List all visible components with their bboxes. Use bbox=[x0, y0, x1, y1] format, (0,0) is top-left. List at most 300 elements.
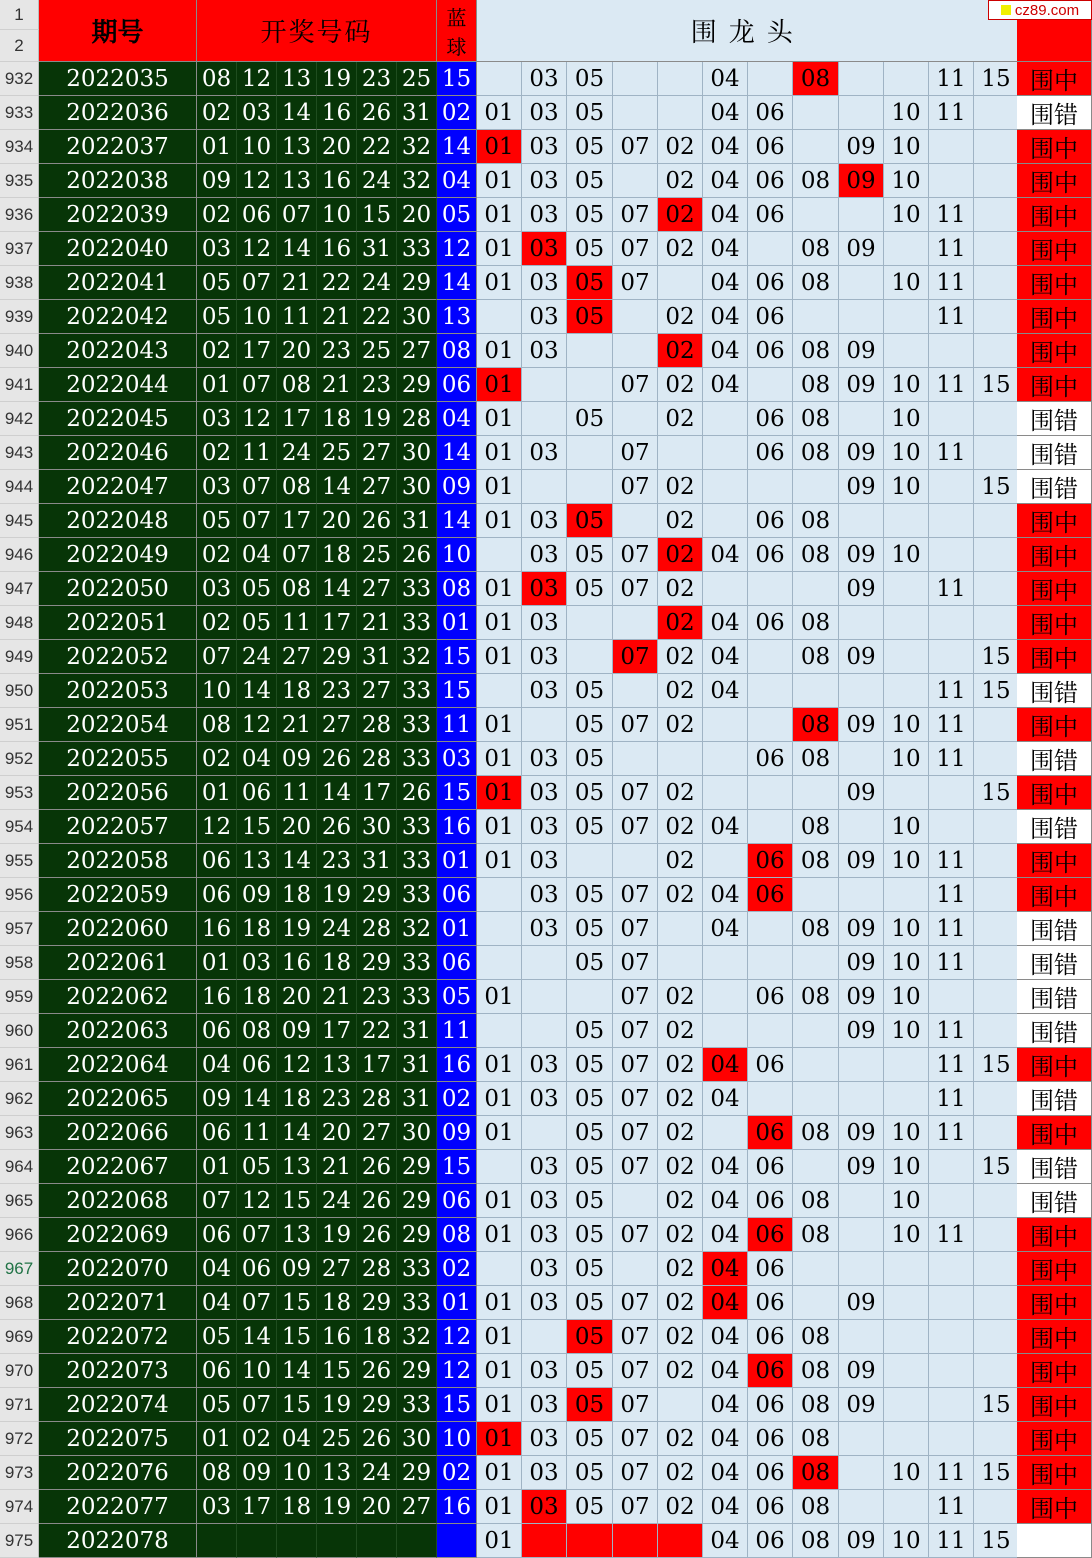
group-cell[interactable]: 01 bbox=[477, 844, 522, 878]
row-number[interactable]: 953 bbox=[0, 776, 39, 810]
draw-number-cell[interactable]: 06 bbox=[197, 844, 237, 878]
blue-ball-cell[interactable]: 16 bbox=[437, 1048, 477, 1082]
group-cell[interactable] bbox=[703, 572, 748, 606]
group-cell[interactable]: 02 bbox=[658, 1320, 703, 1354]
draw-number-cell[interactable]: 26 bbox=[357, 504, 397, 538]
issue-cell[interactable]: 2022060 bbox=[39, 912, 197, 946]
draw-number-cell[interactable]: 09 bbox=[237, 1456, 277, 1490]
group-cell[interactable] bbox=[748, 62, 793, 96]
group-cell[interactable]: 04 bbox=[703, 640, 748, 674]
group-cell[interactable]: 01 bbox=[477, 1524, 522, 1558]
result-cell[interactable]: 围中 bbox=[1017, 1252, 1092, 1286]
group-cell[interactable]: 09 bbox=[839, 572, 884, 606]
draw-number-cell[interactable]: 19 bbox=[317, 1490, 357, 1524]
blue-ball-cell[interactable]: 15 bbox=[437, 62, 477, 96]
group-cell[interactable] bbox=[793, 300, 839, 334]
draw-number-cell[interactable]: 18 bbox=[237, 980, 277, 1014]
issue-cell[interactable]: 2022063 bbox=[39, 1014, 197, 1048]
draw-number-cell[interactable]: 10 bbox=[237, 1354, 277, 1388]
group-cell[interactable] bbox=[929, 1354, 974, 1388]
draw-number-cell[interactable]: 13 bbox=[317, 1456, 357, 1490]
draw-number-cell[interactable]: 19 bbox=[317, 1388, 357, 1422]
result-cell[interactable]: 围中 bbox=[1017, 1354, 1092, 1388]
group-cell[interactable]: 03 bbox=[522, 844, 567, 878]
draw-number-cell[interactable]: 32 bbox=[397, 1320, 437, 1354]
blue-ball-cell[interactable]: 06 bbox=[437, 878, 477, 912]
group-cell[interactable] bbox=[839, 1184, 884, 1218]
draw-number-cell[interactable]: 29 bbox=[357, 946, 397, 980]
blue-ball-cell[interactable]: 03 bbox=[437, 742, 477, 776]
group-cell[interactable] bbox=[793, 572, 839, 606]
group-cell[interactable]: 07 bbox=[613, 878, 658, 912]
group-cell[interactable] bbox=[793, 1014, 839, 1048]
group-cell[interactable] bbox=[974, 1184, 1019, 1218]
group-cell[interactable]: 11 bbox=[929, 1116, 974, 1150]
hit-cell[interactable]: 06 bbox=[748, 1354, 793, 1388]
blue-ball-cell[interactable]: 01 bbox=[437, 606, 477, 640]
draw-number-cell[interactable]: 30 bbox=[397, 1422, 437, 1456]
group-cell[interactable]: 11 bbox=[929, 266, 974, 300]
row-number[interactable]: 972 bbox=[0, 1422, 39, 1456]
blue-ball-cell[interactable]: 16 bbox=[437, 810, 477, 844]
group-cell[interactable]: 01 bbox=[477, 640, 522, 674]
draw-number-cell[interactable]: 17 bbox=[357, 776, 397, 810]
group-cell[interactable]: 01 bbox=[477, 1388, 522, 1422]
group-cell[interactable]: 15 bbox=[974, 470, 1019, 504]
draw-number-cell[interactable]: 12 bbox=[237, 1184, 277, 1218]
draw-number-cell[interactable]: 22 bbox=[357, 130, 397, 164]
draw-number-cell[interactable]: 04 bbox=[197, 1286, 237, 1320]
group-cell[interactable]: 09 bbox=[839, 912, 884, 946]
group-cell[interactable]: 04 bbox=[703, 1524, 748, 1558]
issue-cell[interactable]: 2022054 bbox=[39, 708, 197, 742]
group-cell[interactable]: 05 bbox=[567, 1456, 613, 1490]
row-number[interactable]: 971 bbox=[0, 1388, 39, 1422]
group-cell[interactable] bbox=[658, 742, 703, 776]
draw-number-cell[interactable]: 02 bbox=[197, 606, 237, 640]
hit-cell[interactable]: 01 bbox=[477, 776, 522, 810]
group-cell[interactable] bbox=[974, 572, 1019, 606]
group-cell[interactable]: 05 bbox=[567, 810, 613, 844]
group-cell[interactable]: 07 bbox=[613, 1048, 658, 1082]
group-cell[interactable]: 15 bbox=[974, 62, 1019, 96]
draw-number-cell[interactable]: 05 bbox=[197, 504, 237, 538]
draw-number-cell[interactable]: 18 bbox=[277, 1082, 317, 1116]
issue-cell[interactable]: 2022035 bbox=[39, 62, 197, 96]
draw-number-cell[interactable]: 08 bbox=[197, 708, 237, 742]
group-cell[interactable]: 10 bbox=[884, 810, 929, 844]
group-cell[interactable]: 11 bbox=[929, 436, 974, 470]
group-cell[interactable] bbox=[522, 1116, 567, 1150]
group-cell[interactable] bbox=[974, 300, 1019, 334]
draw-number-cell[interactable]: 06 bbox=[197, 1116, 237, 1150]
draw-number-cell[interactable]: 13 bbox=[277, 130, 317, 164]
group-cell[interactable]: 10 bbox=[884, 470, 929, 504]
group-cell[interactable] bbox=[613, 334, 658, 368]
draw-number-cell[interactable]: 21 bbox=[277, 266, 317, 300]
group-cell[interactable] bbox=[613, 504, 658, 538]
draw-number-cell[interactable]: 05 bbox=[197, 266, 237, 300]
group-cell[interactable] bbox=[974, 980, 1019, 1014]
group-cell[interactable] bbox=[884, 878, 929, 912]
draw-number-cell[interactable]: 05 bbox=[197, 1320, 237, 1354]
draw-number-cell[interactable]: 08 bbox=[197, 62, 237, 96]
draw-number-cell[interactable]: 14 bbox=[277, 844, 317, 878]
draw-number-cell[interactable]: 01 bbox=[197, 368, 237, 402]
group-cell[interactable]: 10 bbox=[884, 436, 929, 470]
result-cell[interactable]: 围中 bbox=[1017, 130, 1092, 164]
group-cell[interactable]: 05 bbox=[567, 1422, 613, 1456]
group-cell[interactable]: 11 bbox=[929, 878, 974, 912]
draw-number-cell[interactable]: 18 bbox=[317, 538, 357, 572]
group-cell[interactable]: 04 bbox=[703, 1422, 748, 1456]
group-cell[interactable]: 08 bbox=[793, 436, 839, 470]
issue-cell[interactable]: 2022059 bbox=[39, 878, 197, 912]
group-cell[interactable]: 10 bbox=[884, 946, 929, 980]
group-cell[interactable] bbox=[748, 470, 793, 504]
draw-number-cell[interactable]: 31 bbox=[397, 1082, 437, 1116]
group-cell[interactable] bbox=[748, 572, 793, 606]
draw-number-cell[interactable]: 21 bbox=[317, 368, 357, 402]
group-cell[interactable]: 01 bbox=[477, 1218, 522, 1252]
draw-number-cell[interactable]: 04 bbox=[277, 1422, 317, 1456]
row-number[interactable]: 938 bbox=[0, 266, 39, 300]
group-cell[interactable]: 10 bbox=[884, 1150, 929, 1184]
hit-cell[interactable]: 05 bbox=[567, 300, 613, 334]
group-cell[interactable]: 11 bbox=[929, 1014, 974, 1048]
group-cell[interactable]: 04 bbox=[703, 368, 748, 402]
group-cell[interactable]: 10 bbox=[884, 912, 929, 946]
draw-number-cell[interactable]: 13 bbox=[277, 62, 317, 96]
group-cell[interactable]: 01 bbox=[477, 1082, 522, 1116]
draw-number-cell[interactable]: 29 bbox=[397, 368, 437, 402]
result-cell[interactable]: 围错 bbox=[1017, 1014, 1092, 1048]
draw-number-cell[interactable]: 33 bbox=[397, 980, 437, 1014]
group-cell[interactable]: 04 bbox=[703, 96, 748, 130]
group-cell[interactable] bbox=[839, 1422, 884, 1456]
blue-ball-cell[interactable]: 10 bbox=[437, 1422, 477, 1456]
draw-number-cell[interactable]: 33 bbox=[397, 606, 437, 640]
group-cell[interactable]: 06 bbox=[748, 742, 793, 776]
group-cell[interactable] bbox=[974, 402, 1019, 436]
draw-number-cell[interactable]: 26 bbox=[317, 810, 357, 844]
blue-ball-cell[interactable]: 08 bbox=[437, 572, 477, 606]
group-cell[interactable] bbox=[658, 436, 703, 470]
issue-cell[interactable]: 2022070 bbox=[39, 1252, 197, 1286]
group-cell[interactable]: 04 bbox=[703, 1184, 748, 1218]
draw-number-cell[interactable]: 25 bbox=[317, 436, 357, 470]
group-cell[interactable] bbox=[884, 1048, 929, 1082]
group-cell[interactable]: 01 bbox=[477, 980, 522, 1014]
blue-ball-cell[interactable]: 11 bbox=[437, 1014, 477, 1048]
group-cell[interactable]: 03 bbox=[522, 436, 567, 470]
group-cell[interactable] bbox=[567, 606, 613, 640]
group-cell[interactable]: 08 bbox=[793, 742, 839, 776]
row-number[interactable]: 975 bbox=[0, 1524, 39, 1558]
draw-number-cell[interactable]: 29 bbox=[397, 1456, 437, 1490]
row-number[interactable]: 964 bbox=[0, 1150, 39, 1184]
result-cell[interactable]: 围中 bbox=[1017, 1320, 1092, 1354]
group-cell[interactable] bbox=[884, 640, 929, 674]
group-cell[interactable]: 04 bbox=[703, 1218, 748, 1252]
draw-number-cell[interactable]: 28 bbox=[397, 402, 437, 436]
group-cell[interactable]: 03 bbox=[522, 776, 567, 810]
group-cell[interactable] bbox=[522, 368, 567, 402]
issue-cell[interactable]: 2022043 bbox=[39, 334, 197, 368]
draw-number-cell[interactable]: 08 bbox=[277, 572, 317, 606]
draw-number-cell[interactable]: 24 bbox=[357, 1456, 397, 1490]
group-cell[interactable] bbox=[884, 1388, 929, 1422]
draw-number-cell[interactable]: 32 bbox=[397, 912, 437, 946]
group-cell[interactable]: 11 bbox=[929, 572, 974, 606]
group-cell[interactable] bbox=[884, 1490, 929, 1524]
group-cell[interactable] bbox=[748, 912, 793, 946]
group-cell[interactable] bbox=[522, 946, 567, 980]
group-cell[interactable]: 01 bbox=[477, 1456, 522, 1490]
group-cell[interactable]: 02 bbox=[658, 1354, 703, 1388]
group-cell[interactable] bbox=[974, 606, 1019, 640]
row-number[interactable]: 954 bbox=[0, 810, 39, 844]
group-cell[interactable]: 01 bbox=[477, 266, 522, 300]
draw-number-cell[interactable]: 30 bbox=[397, 1116, 437, 1150]
draw-number-cell[interactable]: 21 bbox=[317, 300, 357, 334]
group-cell[interactable]: 09 bbox=[839, 232, 884, 266]
draw-number-cell[interactable]: 14 bbox=[277, 232, 317, 266]
group-cell[interactable]: 05 bbox=[567, 402, 613, 436]
result-cell[interactable]: 围错 bbox=[1017, 810, 1092, 844]
group-cell[interactable]: 06 bbox=[748, 436, 793, 470]
group-cell[interactable]: 08 bbox=[793, 1388, 839, 1422]
draw-number-cell[interactable]: 11 bbox=[277, 776, 317, 810]
draw-number-cell[interactable]: 29 bbox=[397, 1184, 437, 1218]
group-cell[interactable] bbox=[703, 776, 748, 810]
group-cell[interactable]: 03 bbox=[522, 1422, 567, 1456]
draw-number-cell[interactable]: 12 bbox=[237, 708, 277, 742]
group-cell[interactable] bbox=[839, 1252, 884, 1286]
draw-number-cell[interactable]: 08 bbox=[197, 1456, 237, 1490]
group-cell[interactable]: 04 bbox=[703, 232, 748, 266]
draw-number-cell[interactable]: 16 bbox=[197, 912, 237, 946]
group-cell[interactable] bbox=[567, 334, 613, 368]
hit-cell[interactable] bbox=[658, 1524, 703, 1558]
group-cell[interactable] bbox=[703, 708, 748, 742]
group-cell[interactable] bbox=[974, 810, 1019, 844]
group-cell[interactable]: 02 bbox=[658, 1184, 703, 1218]
group-cell[interactable]: 11 bbox=[929, 1082, 974, 1116]
draw-number-cell[interactable]: 18 bbox=[277, 878, 317, 912]
blue-ball-cell[interactable]: 02 bbox=[437, 1456, 477, 1490]
group-cell[interactable]: 08 bbox=[793, 980, 839, 1014]
result-cell[interactable]: 围中 bbox=[1017, 1388, 1092, 1422]
hit-cell[interactable]: 03 bbox=[522, 572, 567, 606]
group-cell[interactable]: 08 bbox=[793, 232, 839, 266]
draw-number-cell[interactable]: 31 bbox=[397, 1014, 437, 1048]
group-cell[interactable]: 06 bbox=[748, 1286, 793, 1320]
group-cell[interactable] bbox=[884, 504, 929, 538]
group-cell[interactable]: 02 bbox=[658, 1014, 703, 1048]
draw-number-cell[interactable]: 14 bbox=[277, 1354, 317, 1388]
draw-number-cell[interactable]: 16 bbox=[197, 980, 237, 1014]
issue-cell[interactable]: 2022044 bbox=[39, 368, 197, 402]
group-cell[interactable] bbox=[884, 674, 929, 708]
draw-number-cell[interactable]: 32 bbox=[397, 130, 437, 164]
row-number[interactable]: 951 bbox=[0, 708, 39, 742]
group-cell[interactable] bbox=[974, 1116, 1019, 1150]
group-cell[interactable]: 08 bbox=[793, 1422, 839, 1456]
group-cell[interactable]: 04 bbox=[703, 334, 748, 368]
hit-cell[interactable]: 03 bbox=[522, 232, 567, 266]
group-cell[interactable] bbox=[974, 266, 1019, 300]
group-cell[interactable] bbox=[793, 946, 839, 980]
group-cell[interactable]: 02 bbox=[658, 810, 703, 844]
blue-ball-cell[interactable]: 14 bbox=[437, 504, 477, 538]
result-cell[interactable]: 围中 bbox=[1017, 1490, 1092, 1524]
draw-number-cell[interactable]: 25 bbox=[357, 334, 397, 368]
group-cell[interactable]: 07 bbox=[613, 470, 658, 504]
group-cell[interactable]: 05 bbox=[567, 1116, 613, 1150]
group-cell[interactable] bbox=[974, 1014, 1019, 1048]
group-cell[interactable]: 03 bbox=[522, 300, 567, 334]
draw-number-cell[interactable]: 02 bbox=[197, 742, 237, 776]
row-number[interactable]: 967 bbox=[0, 1252, 39, 1286]
blue-ball-cell[interactable]: 02 bbox=[437, 1082, 477, 1116]
draw-number-cell[interactable]: 18 bbox=[237, 912, 277, 946]
group-cell[interactable] bbox=[613, 300, 658, 334]
draw-number-cell[interactable]: 16 bbox=[277, 946, 317, 980]
group-cell[interactable]: 06 bbox=[748, 538, 793, 572]
issue-cell[interactable]: 2022066 bbox=[39, 1116, 197, 1150]
draw-number-cell[interactable]: 26 bbox=[357, 96, 397, 130]
group-cell[interactable] bbox=[477, 538, 522, 572]
hit-cell[interactable]: 08 bbox=[793, 62, 839, 96]
group-cell[interactable]: 07 bbox=[613, 130, 658, 164]
draw-number-cell[interactable]: 20 bbox=[357, 1490, 397, 1524]
result-cell[interactable]: 围错 bbox=[1017, 436, 1092, 470]
draw-number-cell[interactable]: 33 bbox=[397, 572, 437, 606]
row-number[interactable]: 946 bbox=[0, 538, 39, 572]
hit-cell[interactable]: 01 bbox=[477, 130, 522, 164]
group-cell[interactable]: 05 bbox=[567, 1014, 613, 1048]
result-cell[interactable]: 围错 bbox=[1017, 980, 1092, 1014]
draw-number-cell[interactable]: 30 bbox=[397, 470, 437, 504]
blue-ball-cell[interactable]: 09 bbox=[437, 470, 477, 504]
draw-number-cell[interactable]: 10 bbox=[277, 1456, 317, 1490]
group-cell[interactable]: 03 bbox=[522, 1184, 567, 1218]
group-cell[interactable]: 07 bbox=[613, 1150, 658, 1184]
group-cell[interactable] bbox=[974, 946, 1019, 980]
issue-cell[interactable]: 2022041 bbox=[39, 266, 197, 300]
group-cell[interactable]: 05 bbox=[567, 1184, 613, 1218]
draw-number-cell[interactable]: 15 bbox=[277, 1184, 317, 1218]
group-cell[interactable]: 08 bbox=[793, 844, 839, 878]
hit-cell[interactable] bbox=[613, 1524, 658, 1558]
result-cell[interactable]: 围中 bbox=[1017, 572, 1092, 606]
hit-cell[interactable]: 02 bbox=[658, 538, 703, 572]
group-cell[interactable]: 09 bbox=[839, 946, 884, 980]
group-cell[interactable] bbox=[613, 62, 658, 96]
group-cell[interactable]: 09 bbox=[839, 130, 884, 164]
row-number[interactable]: 939 bbox=[0, 300, 39, 334]
hit-cell[interactable]: 06 bbox=[748, 1218, 793, 1252]
draw-number-cell[interactable]: 17 bbox=[277, 504, 317, 538]
row-number[interactable]: 973 bbox=[0, 1456, 39, 1490]
group-cell[interactable]: 03 bbox=[522, 538, 567, 572]
result-cell[interactable]: 围中 bbox=[1017, 1422, 1092, 1456]
row-number[interactable]: 958 bbox=[0, 946, 39, 980]
group-cell[interactable]: 03 bbox=[522, 912, 567, 946]
group-cell[interactable]: 06 bbox=[748, 164, 793, 198]
draw-number-cell[interactable]: 26 bbox=[357, 1354, 397, 1388]
group-cell[interactable]: 02 bbox=[658, 572, 703, 606]
group-cell[interactable] bbox=[793, 130, 839, 164]
draw-number-cell[interactable]: 10 bbox=[197, 674, 237, 708]
group-cell[interactable]: 06 bbox=[748, 96, 793, 130]
draw-number-cell[interactable]: 16 bbox=[317, 96, 357, 130]
hit-cell[interactable]: 02 bbox=[658, 198, 703, 232]
draw-number-cell[interactable]: 17 bbox=[317, 1014, 357, 1048]
group-cell[interactable]: 07 bbox=[613, 436, 658, 470]
result-cell[interactable]: 围错 bbox=[1017, 674, 1092, 708]
group-cell[interactable] bbox=[748, 776, 793, 810]
group-cell[interactable]: 11 bbox=[929, 844, 974, 878]
group-cell[interactable]: 09 bbox=[839, 708, 884, 742]
result-cell[interactable]: 围中 bbox=[1017, 198, 1092, 232]
group-cell[interactable] bbox=[884, 606, 929, 640]
draw-number-cell[interactable]: 26 bbox=[357, 1184, 397, 1218]
draw-number-cell[interactable]: 05 bbox=[197, 1388, 237, 1422]
issue-cell[interactable]: 2022053 bbox=[39, 674, 197, 708]
group-cell[interactable] bbox=[703, 436, 748, 470]
group-cell[interactable] bbox=[658, 62, 703, 96]
hit-cell[interactable]: 05 bbox=[567, 266, 613, 300]
row-number[interactable]: 968 bbox=[0, 1286, 39, 1320]
group-cell[interactable] bbox=[613, 402, 658, 436]
group-cell[interactable] bbox=[658, 912, 703, 946]
group-cell[interactable]: 09 bbox=[839, 1014, 884, 1048]
group-cell[interactable] bbox=[974, 1490, 1019, 1524]
row-number[interactable]: 969 bbox=[0, 1320, 39, 1354]
draw-number-cell[interactable]: 10 bbox=[317, 198, 357, 232]
draw-number-cell[interactable]: 11 bbox=[277, 606, 317, 640]
draw-number-cell[interactable]: 28 bbox=[357, 708, 397, 742]
draw-number-cell[interactable]: 14 bbox=[237, 1320, 277, 1354]
hit-cell[interactable] bbox=[567, 1524, 613, 1558]
draw-number-cell[interactable]: 09 bbox=[277, 742, 317, 776]
result-cell[interactable]: 围中 bbox=[1017, 232, 1092, 266]
draw-number-cell[interactable]: 06 bbox=[197, 1014, 237, 1048]
group-cell[interactable] bbox=[613, 742, 658, 776]
blue-ball-cell[interactable]: 01 bbox=[437, 912, 477, 946]
group-cell[interactable] bbox=[839, 1218, 884, 1252]
group-cell[interactable] bbox=[884, 1252, 929, 1286]
row-number[interactable]: 940 bbox=[0, 334, 39, 368]
group-cell[interactable] bbox=[567, 436, 613, 470]
result-cell[interactable]: 围中 bbox=[1017, 640, 1092, 674]
issue-cell[interactable]: 2022045 bbox=[39, 402, 197, 436]
issue-cell[interactable]: 2022051 bbox=[39, 606, 197, 640]
group-cell[interactable]: 10 bbox=[884, 1524, 929, 1558]
group-cell[interactable]: 08 bbox=[793, 334, 839, 368]
issue-cell[interactable]: 2022062 bbox=[39, 980, 197, 1014]
group-cell[interactable]: 10 bbox=[884, 96, 929, 130]
group-cell[interactable]: 06 bbox=[748, 1490, 793, 1524]
row-number[interactable]: 963 bbox=[0, 1116, 39, 1150]
hit-cell[interactable] bbox=[522, 1524, 567, 1558]
group-cell[interactable]: 03 bbox=[522, 1048, 567, 1082]
blue-ball-cell[interactable]: 05 bbox=[437, 980, 477, 1014]
group-cell[interactable] bbox=[929, 470, 974, 504]
result-cell[interactable]: 围错 bbox=[1017, 470, 1092, 504]
